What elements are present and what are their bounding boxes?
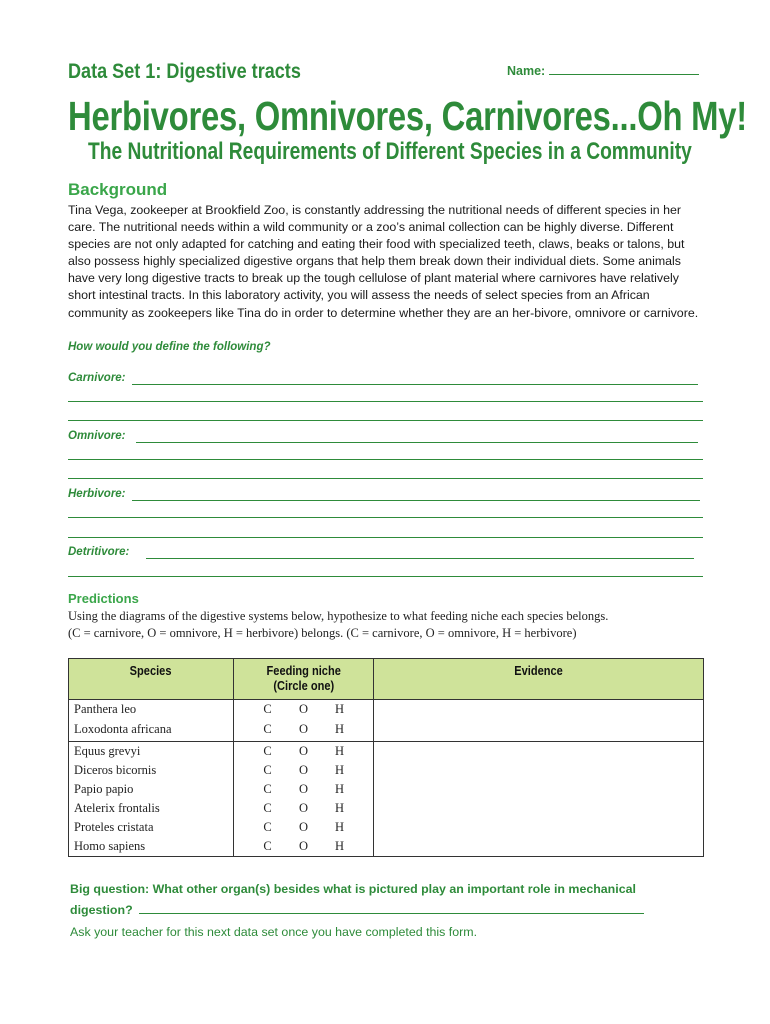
- evidence-column-header: Evidence: [374, 659, 704, 700]
- niche-choice-o[interactable]: O: [298, 838, 309, 853]
- page-title: Herbivores, Omnivores, Carnivores...Oh My!: [68, 93, 747, 139]
- niche-choice-o[interactable]: O: [298, 819, 309, 834]
- niche-choice-o[interactable]: O: [298, 781, 309, 796]
- evidence-cell[interactable]: [374, 780, 704, 799]
- species-name: Panthera leo: [69, 700, 234, 720]
- table-header-row: [69, 659, 704, 700]
- niche-choice-h[interactable]: H: [334, 838, 345, 853]
- omnivore-answer-line-2[interactable]: [68, 459, 703, 460]
- name-field[interactable]: [507, 64, 699, 78]
- table-row: [69, 780, 704, 799]
- feeding-niche-choices: [234, 799, 374, 818]
- evidence-cell[interactable]: [374, 761, 704, 780]
- niche-choice-c[interactable]: C: [263, 743, 272, 758]
- omnivore-label: Omnivore:: [68, 430, 126, 442]
- omnivore-answer-line-3[interactable]: [68, 478, 703, 479]
- species-name: Diceros bicornis: [69, 761, 234, 780]
- species-name: Homo sapiens: [69, 837, 234, 857]
- table-row: [69, 700, 704, 720]
- herbivore-label: Herbivore:: [68, 488, 126, 500]
- niche-choice-h[interactable]: H: [334, 781, 345, 796]
- big-question-answer[interactable]: [70, 903, 644, 917]
- niche-choice-h[interactable]: H: [334, 722, 345, 737]
- niche-choice-c[interactable]: C: [263, 838, 272, 853]
- table-row: [69, 799, 704, 818]
- predictions-heading: Predictions: [68, 591, 139, 606]
- species-column-header: Species: [69, 659, 234, 700]
- niche-choice-c[interactable]: C: [263, 722, 272, 737]
- feeding-niche-choices: [234, 741, 374, 761]
- niche-choice-o[interactable]: O: [298, 743, 309, 758]
- evidence-cell[interactable]: [374, 719, 704, 741]
- big-question-text: Big question: What other organ(s) besides what is pictured play an important role in mechanical: [70, 882, 636, 896]
- feeding-niche-column-header: Feeding niche (Circle one): [234, 659, 374, 700]
- table-row: [69, 719, 704, 741]
- big-question-text-2: digestion?: [70, 903, 133, 917]
- niche-choice-h[interactable]: H: [334, 762, 345, 777]
- evidence-cell[interactable]: [374, 799, 704, 818]
- table-row: [69, 818, 704, 837]
- detritivore-answer-line[interactable]: [146, 558, 694, 559]
- niche-choice-o[interactable]: O: [298, 762, 309, 777]
- niche-choice-c[interactable]: C: [263, 781, 272, 796]
- species-name: Atelerix frontalis: [69, 799, 234, 818]
- teacher-note: Ask your teacher for this next data set once you have completed this form.: [70, 925, 478, 939]
- evidence-cell[interactable]: [374, 700, 704, 720]
- species-name: Papio papio: [69, 780, 234, 799]
- page-subtitle: The Nutritional Requirements of Different Species in a Community: [88, 138, 692, 165]
- table-row: [69, 837, 704, 857]
- herbivore-answer-line[interactable]: [132, 500, 700, 501]
- carnivore-answer-line[interactable]: [132, 384, 698, 385]
- evidence-cell[interactable]: [374, 818, 704, 837]
- species-name: Proteles cristata: [69, 818, 234, 837]
- niche-choice-h[interactable]: H: [334, 800, 345, 815]
- omnivore-answer-line[interactable]: [136, 442, 698, 443]
- predictions-key: (C = carnivore, O = omnivore, H = herbivore) belongs. (C = carnivore, O = omnivore, H = herbivore): [68, 626, 577, 640]
- species-name: Loxodonta africana: [69, 719, 234, 741]
- definitions-prompt: How would you define the following?: [68, 341, 271, 353]
- species-name: Equus grevyi: [69, 741, 234, 761]
- name-input-line[interactable]: [549, 64, 699, 75]
- species-table: [68, 658, 704, 857]
- carnivore-answer-line-2[interactable]: [68, 401, 703, 402]
- niche-choice-c[interactable]: C: [263, 800, 272, 815]
- feeding-niche-choices: [234, 719, 374, 741]
- niche-choice-o[interactable]: O: [298, 800, 309, 815]
- name-label: Name:: [507, 64, 546, 78]
- predictions-instructions: Using the diagrams of the digestive systems below, hypothesize to what feeding niche each species belongs.: [68, 609, 609, 623]
- niche-choice-c[interactable]: C: [263, 762, 272, 777]
- niche-choice-h[interactable]: H: [334, 819, 345, 834]
- background-heading: Background: [68, 180, 168, 199]
- feeding-niche-choices: [234, 761, 374, 780]
- herbivore-answer-line-3[interactable]: [68, 537, 703, 538]
- feeding-niche-choices: [234, 818, 374, 837]
- feeding-niche-choices: [234, 837, 374, 857]
- carnivore-label: Carnivore:: [68, 372, 126, 384]
- niche-choice-c[interactable]: C: [263, 702, 272, 716]
- feeding-niche-choices: [234, 700, 374, 720]
- detritivore-label: Detritivore:: [68, 546, 130, 558]
- big-question-answer-line[interactable]: [139, 903, 644, 914]
- feeding-niche-choices: [234, 780, 374, 799]
- niche-choice-o[interactable]: O: [298, 702, 309, 716]
- evidence-cell[interactable]: [374, 837, 704, 857]
- carnivore-answer-line-3[interactable]: [68, 420, 703, 421]
- table-row: [69, 741, 704, 761]
- niche-choice-h[interactable]: H: [334, 702, 345, 716]
- niche-choice-h[interactable]: H: [334, 743, 345, 758]
- herbivore-answer-line-2[interactable]: [68, 517, 703, 518]
- detritivore-answer-line-2[interactable]: [68, 576, 703, 577]
- background-paragraph: Tina Vega, zookeeper at Brookfield Zoo, is constantly addressing the nutritional needs of different species in her care. The nutritional needs within a wild community or a zoo’s animal collection can be highly diverse. Different species are not only adapted for catching and eating their food with specialized teeth, claws, beaks or talons, but also possess highly specialized digestive organs that help them break down their individual diets. Some animals have very long digestive tracts to break up the tough cellulose of plant material where carnivores have relatively short intestinal tracts. In this laboratory activity, you will assess the needs of select species from an African community as zookeepers like Tina do in order to determine whether they are an her-bivore, omnivore or carnivore.: [68, 203, 699, 320]
- table-row: [69, 761, 704, 780]
- evidence-cell[interactable]: [374, 741, 704, 761]
- niche-choice-c[interactable]: C: [263, 819, 272, 834]
- niche-choice-o[interactable]: O: [298, 722, 309, 737]
- data-set-title: Data Set 1: Digestive tracts: [68, 60, 301, 83]
